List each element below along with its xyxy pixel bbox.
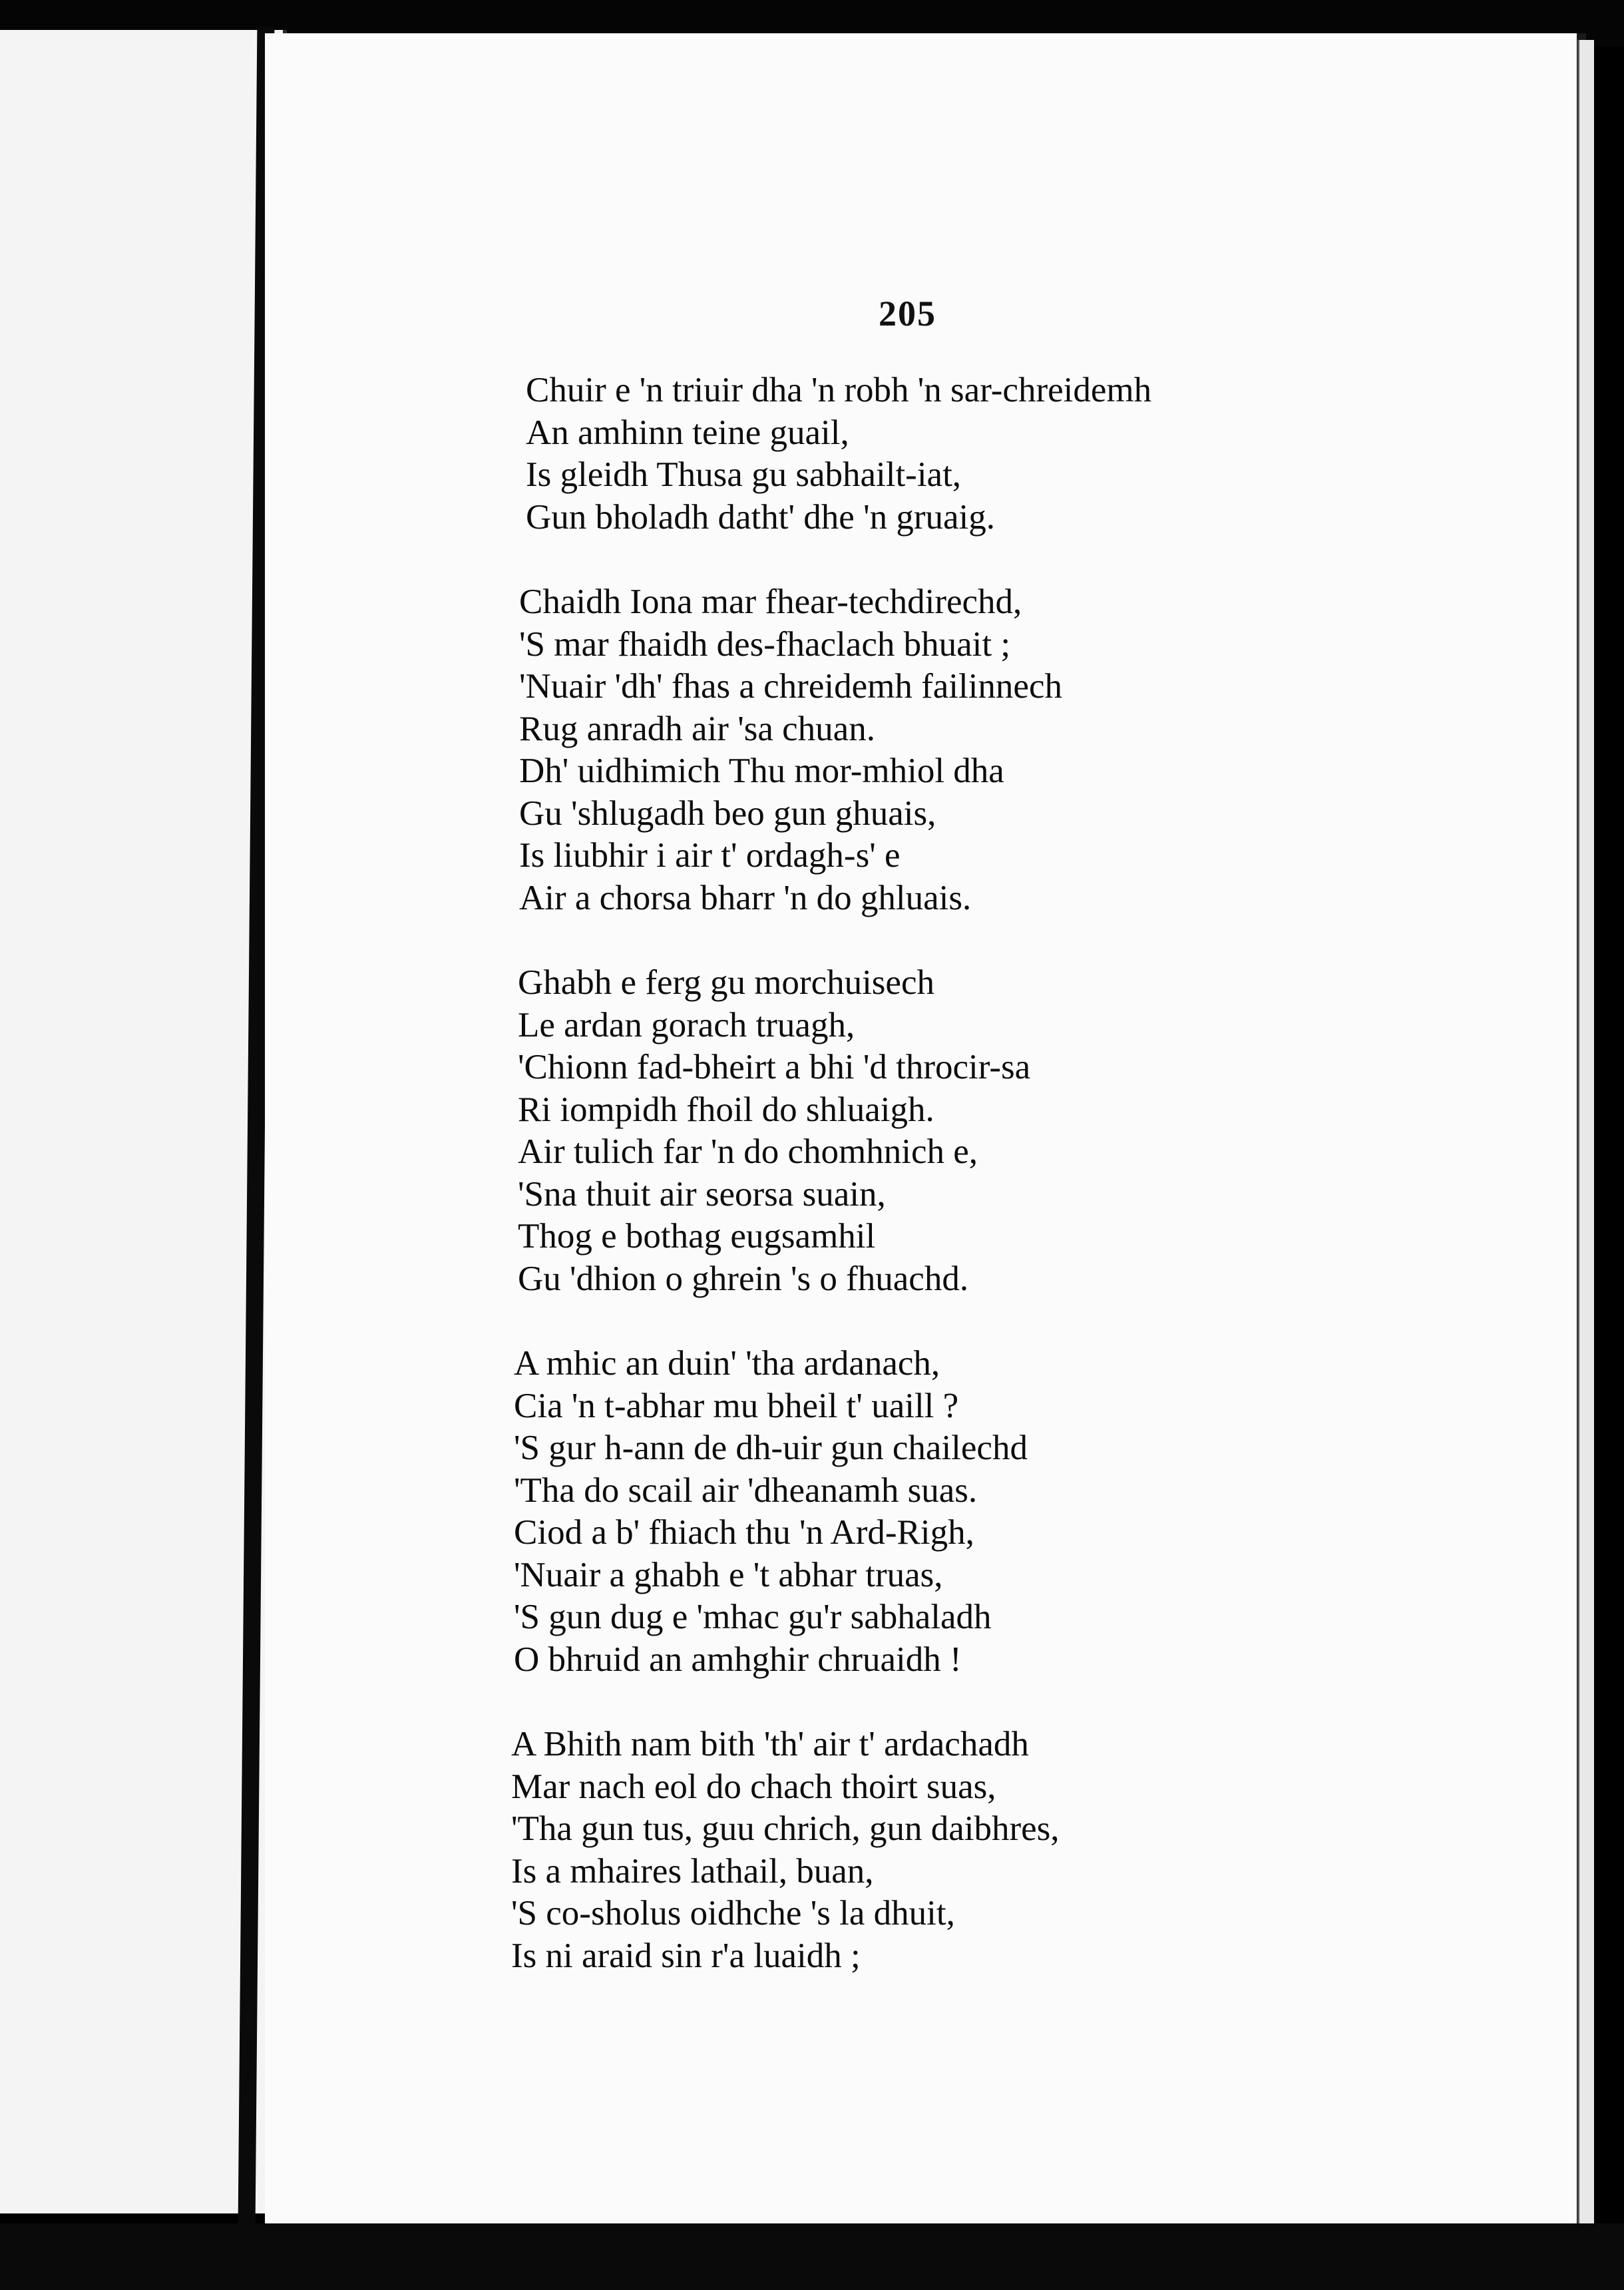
poem-line: O bhruid an amhghir chruaidh ! [514,1640,962,1679]
poem-line: Is liubhir i air t' ordagh-s' e [519,836,901,875]
scan-bottom-border [0,2223,1624,2290]
poem-line: 'Nuair a ghabh e 't abhar truas, [514,1555,943,1594]
poem-line: Ghabh e ferg gu morchuisech [518,963,934,1002]
poem-line: 'Nuair 'dh' fhas a chreidemh failinnech [519,667,1062,706]
stanza-4 [514,1343,1471,1681]
poem-line: Is gleidh Thusa gu sabhailt-iat, [526,455,962,494]
poem-line: 'Tha do scail air 'dheanamh suas. [514,1471,978,1510]
poem-line: 'S mar fhaidh des-fhaclach bhuait ; [519,624,1011,664]
poem-line: A mhic an duin' 'tha ardanach, [514,1344,940,1383]
poem-line: Air a chorsa bharr 'n do ghluais. [519,878,972,917]
stanza-1 [526,369,1471,539]
stanza-5 [511,1723,1471,1977]
poem-line: Le ardan gorach truagh, [518,1005,855,1044]
poem-line: An amhinn teine guail, [526,413,849,452]
poem-line: 'Chionn fad-bheirt a bhi 'd throcir-sa [518,1048,1031,1086]
poem-line: Ciod a b' fhiach thu 'n Ard-Righ, [514,1513,974,1552]
poem-line: Gu 'shlugadh beo gun ghuais, [519,794,936,833]
poem-line: Is a mhaires lathail, buan, [511,1851,874,1891]
poem-line: Cia 'n t-abhar mu bheil t' uaill ? [514,1386,959,1425]
poem-line: 'S co-sholus oidhche 's la dhuit, [511,1894,955,1933]
poem-line: Gu 'dhion o ghrein 's o fhuachd. [518,1259,969,1298]
poem-line: 'S gur h-ann de dh-uir gun chailechd [514,1429,1028,1467]
page-number: 205 [879,294,936,334]
poem-line: Ri iompidh fhoil do shluaigh. [518,1090,934,1129]
poem-line: A Bhith nam bith 'th' air t' ardachadh [511,1725,1029,1763]
poem-line: 'Tha gun tus, guu chrich, gun daibhres, [511,1809,1060,1848]
poem-line: Is ni araid sin r'a luaidh ; [511,1936,861,1975]
page-edge [1577,40,1594,2257]
poem-line: 'S gun dug e 'mhac gu'r sabhaladh [514,1598,992,1636]
poem-line: Dh' uidhimich Thu mor-mhiol dha [519,752,1004,790]
poem-line: Gun bholadh datht' dhe 'n gruaig. [526,497,996,537]
poem-body [511,369,1471,2020]
stanza-2 [519,581,1471,919]
poem-line: Mar nach eol do chach thoirt suas, [511,1767,996,1806]
poem-line: Air tulich far 'n do chomhnich e, [518,1132,978,1171]
poem-line: Chaidh Iona mar fhear-techdirechd, [519,582,1022,621]
poem-line: Chuir e 'n triuir dha 'n robh 'n sar-chreidemh [526,371,1152,409]
poem-line: 'Sna thuit air seorsa suain, [518,1174,886,1214]
poem-line: Rug anradh air 'sa chuan. [519,709,875,748]
poem-line: Thog e bothag eugsamhil [518,1217,876,1256]
stanza-3 [518,962,1471,1300]
